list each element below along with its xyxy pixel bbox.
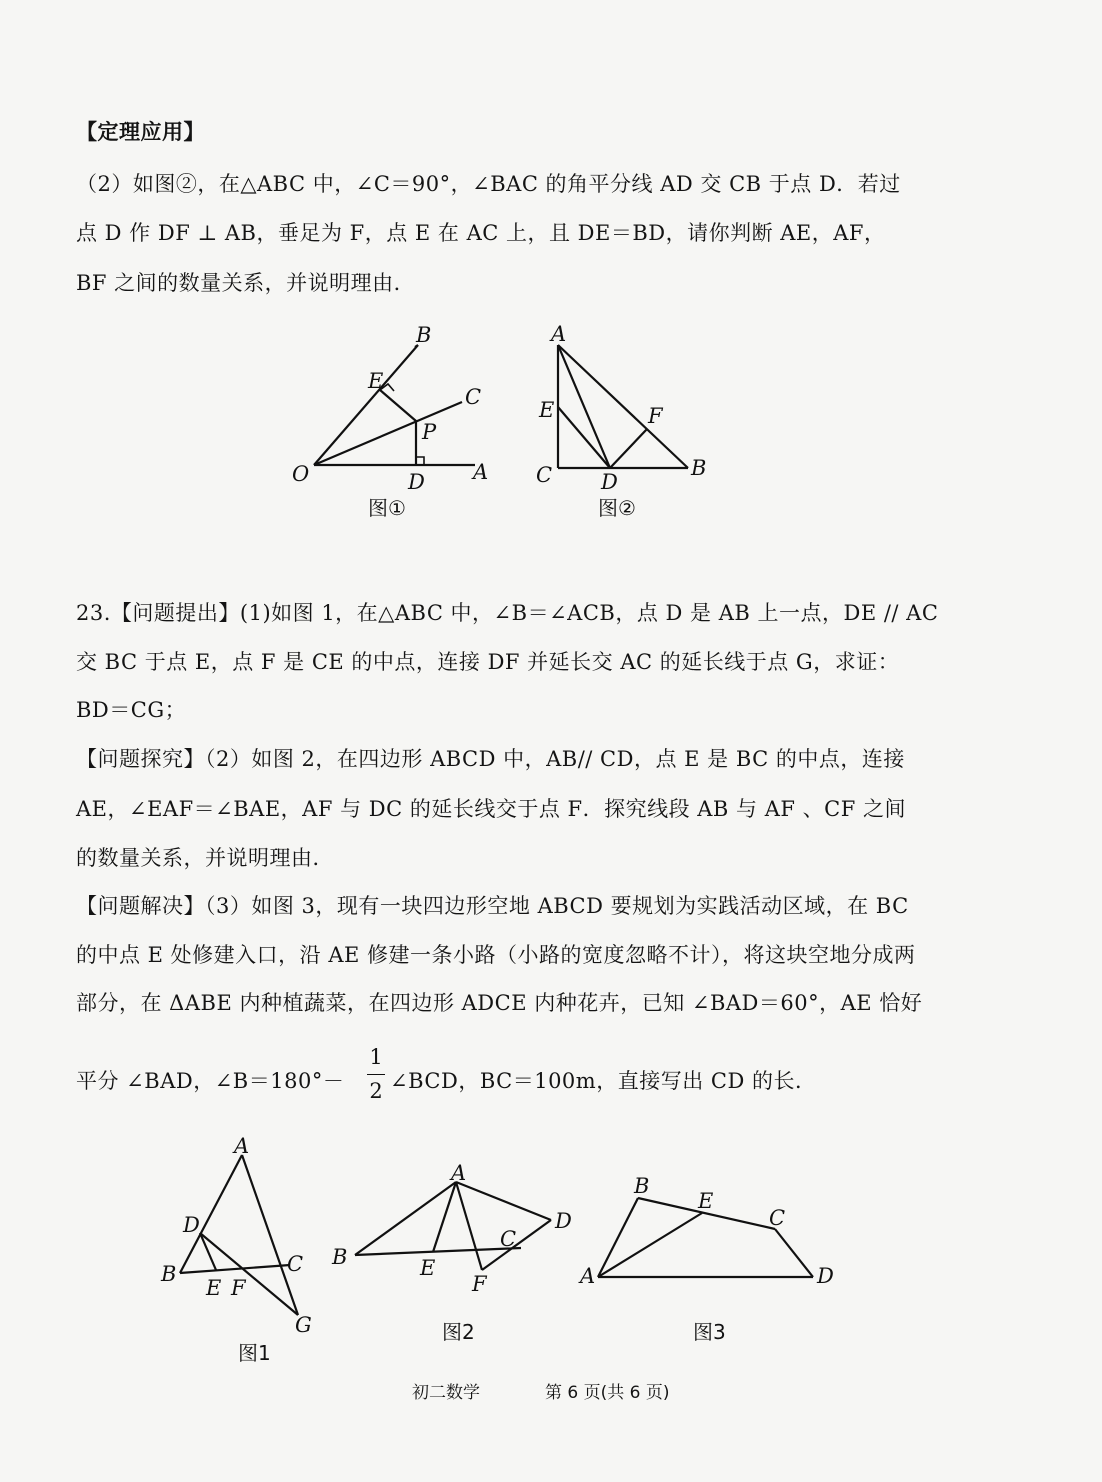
label-a: A [473,460,489,484]
q23-part3-line2: 的中点 E 处修建入口，沿 AE 修建一条小路（小路的宽度忽略不计），将这块空地分成两 [76,943,916,967]
label-e: E [206,1276,222,1300]
label-c: C [536,463,553,487]
figure-caption: 图① [368,496,406,520]
figure-caption: 图2 [442,1320,475,1344]
label-b: B [634,1174,650,1198]
label-p: P [422,420,437,444]
label-d: D [555,1209,572,1233]
fraction-denominator: 2 [369,1079,383,1103]
label-c: C [500,1227,517,1251]
label-e: E [368,369,384,393]
q23-part2-line2: AE，∠EAF＝∠BAE，AF 与 DC 的延长线交于点 F．探究线段 AB 与 AF 、CF 之间 [76,797,906,821]
label-a: A [551,322,567,346]
label-e: E [698,1189,714,1213]
label-e: E [420,1256,436,1280]
figure-caption: 图3 [693,1320,726,1344]
q23-part2-line1: 【问题探究】（2）如图 2，在四边形 ABCD 中，AB// CD，点 E 是 BC 的中点，连接 [76,747,905,771]
label-b: B [416,323,432,347]
label-e: E [539,398,555,422]
figure-top-1 [280,315,510,530]
label-a: A [580,1264,596,1288]
q22-part2-line3: BF 之间的数量关系，并说明理由． [76,271,416,295]
q23-part3-line1: 【问题解决】（3）如图 3，现有一块四边形空地 ABCD 要规划为实践活动区域，在 BC [76,894,909,918]
label-d: D [408,470,425,494]
figure-bottom-1 [150,1125,340,1370]
label-c: C [287,1252,304,1276]
fraction-one-half [365,1045,387,1103]
label-d: D [601,470,618,494]
label-c: C [465,385,482,409]
label-a: A [234,1134,250,1158]
q23-part3-line3: 部分，在 ΔABE 内种植蔬菜，在四边形 ADCE 内种花卉，已知 ∠BAD＝60°，AE 恰好 [76,991,923,1015]
fraction-numerator: 1 [369,1045,383,1069]
label-d: D [817,1264,834,1288]
q23-part3-line4b: ∠BCD，BC＝100m，直接写出 CD 的长． [390,1069,817,1093]
q23-part1-line1: 23.【问题提出】(1)如图 1，在△ABC 中，∠B＝∠ACB，点 D 是 AB 上一点，DE // AC [76,601,939,625]
label-b: B [161,1262,177,1286]
q23-part3-line4a: 平分 ∠BAD，∠B＝180°－ [76,1069,345,1093]
label-c: C [769,1206,786,1230]
footer-page-number: 第 6 页(共 6 页) [545,1383,670,1403]
label-a: A [451,1161,467,1185]
label-f: F [472,1272,487,1296]
label-b: B [332,1245,348,1269]
q23-part1-line2: 交 BC 于点 E，点 F 是 CE 的中点，连接 DF 并延长交 AC 的延长线于点 G，求证： [76,650,900,674]
figure-bottom-3 [570,1165,840,1350]
figure-caption: 图② [598,496,636,520]
footer-subject: 初二数学 [412,1383,480,1403]
q22-part2-line1: （2）如图②，在△ABC 中，∠C＝90°，∠BAC 的角平分线 AD 交 CB 于点 D．若过 [76,172,901,196]
q23-part1-line3: BD＝CG； [76,698,187,722]
figure-caption: 图1 [238,1341,271,1365]
section-heading: 【定理应用】 [76,119,205,144]
figure-top-2 [525,315,725,530]
label-g: G [295,1313,312,1337]
label-o: O [292,462,310,486]
q22-part2-line2: 点 D 作 DF ⊥ AB，垂足为 F，点 E 在 AC 上，且 DE＝BD，请你判断 AE，AF， [76,221,886,245]
label-f: F [231,1276,246,1300]
fraction-bar [367,1074,385,1075]
figure-bottom-2 [325,1150,585,1350]
label-b: B [691,456,707,480]
label-f: F [648,404,663,428]
q23-part2-line3: 的数量关系，并说明理由． [76,846,334,870]
label-d: D [183,1213,200,1237]
